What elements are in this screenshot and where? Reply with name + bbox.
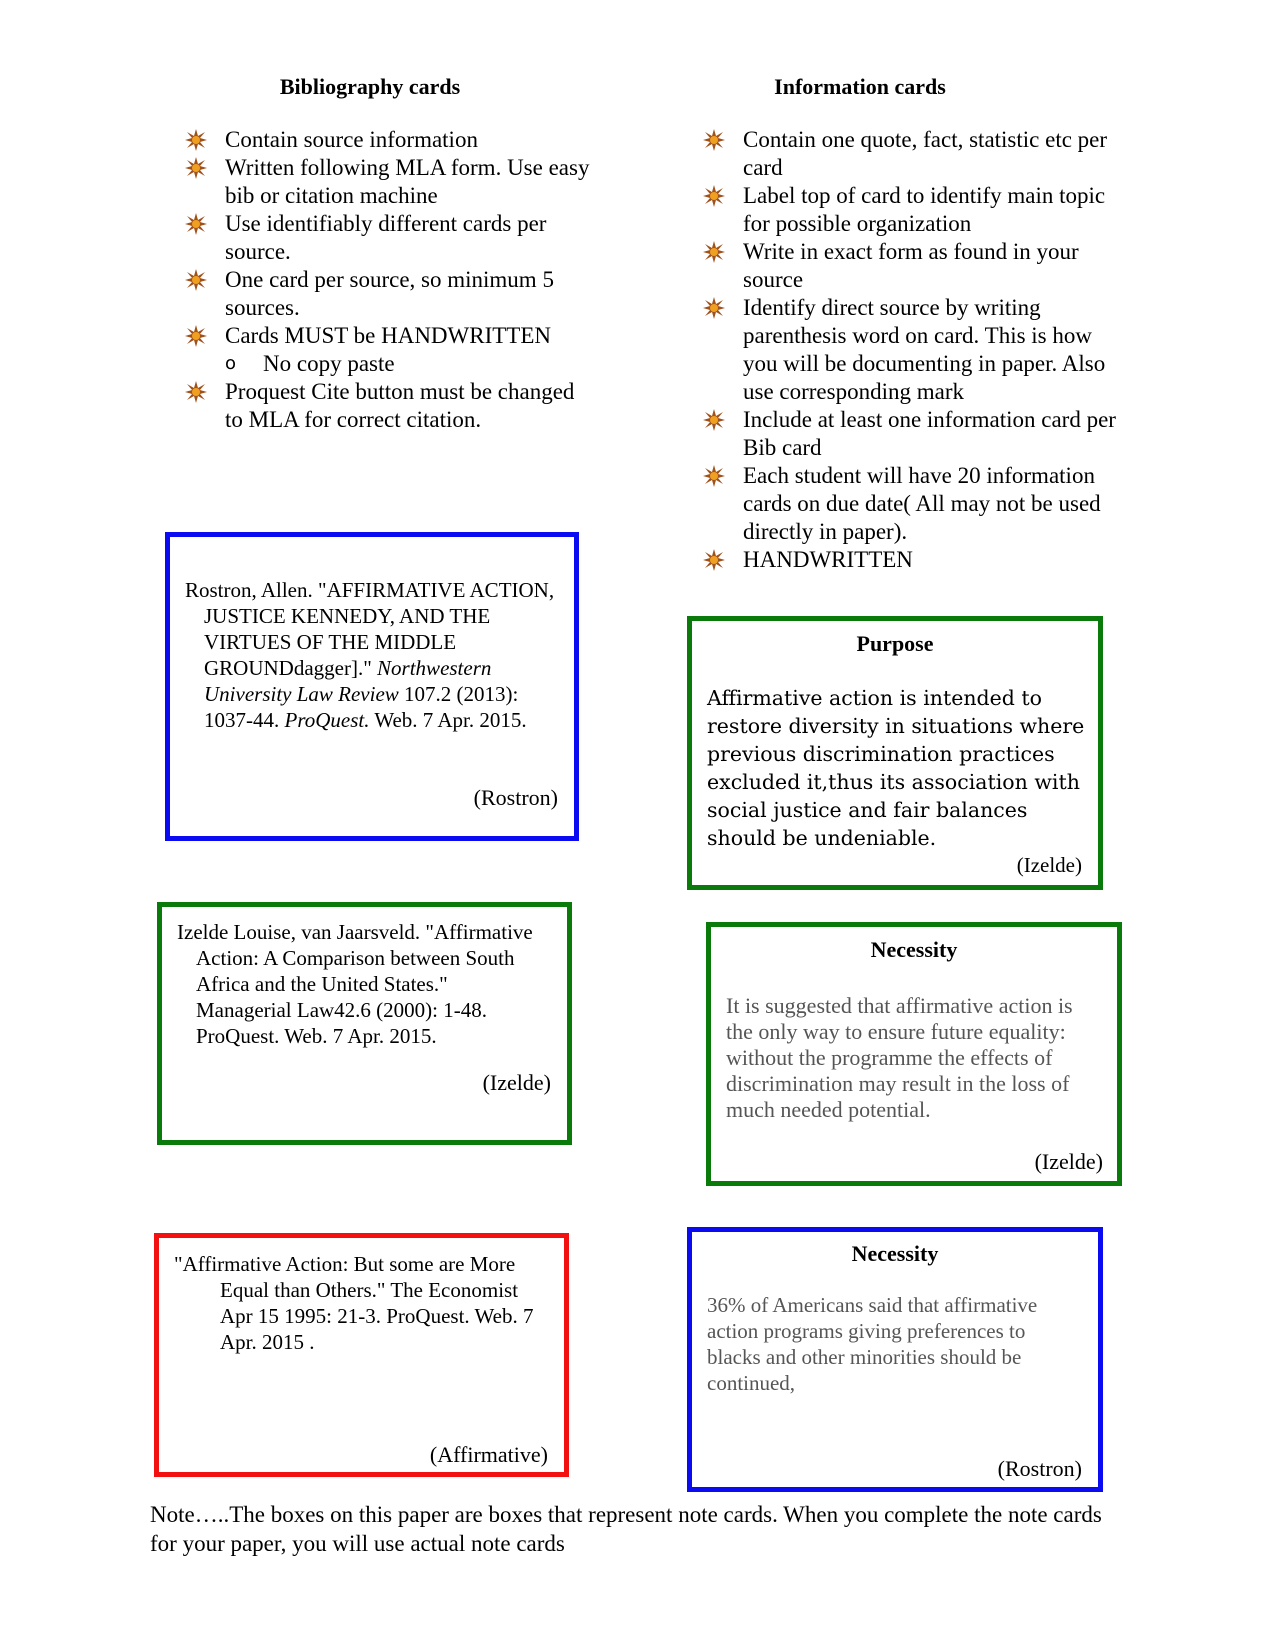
list-item: Use identifiably different cards per source. — [185, 210, 595, 266]
starburst-bullet-icon — [185, 381, 207, 403]
bib-card-affirmative — [154, 1233, 569, 1477]
card-topic-title: Purpose — [856, 631, 934, 656]
information-bullet-list — [703, 126, 1123, 574]
citation-text: Izelde Louise, van Jaarsveld. "Affirmative Action: A Comparison between South Africa and the United States." Managerial Law42.6 (2000): 1-48. ProQuest. Web. 7 Apr. 2015. — [177, 920, 533, 1048]
starburst-bullet-icon — [185, 325, 207, 347]
bib-card-rostron — [165, 532, 579, 841]
list-item: Contain one quote, fact, statistic etc per card — [703, 126, 1123, 182]
list-item: Proquest Cite button must be changed to MLA for correct citation. — [185, 378, 595, 434]
bibliography-heading: Bibliography cards — [279, 74, 461, 99]
source-tag: (Affirmative) — [429, 1442, 548, 1467]
info-card-purpose — [687, 616, 1103, 890]
starburst-bullet-icon — [703, 185, 725, 207]
source-tag: (Izelde) — [1034, 1149, 1103, 1174]
footer-note: Note…..The boxes on this paper are boxes that represent note cards. When you complete the note cards for your paper, you will use actual note cards — [150, 1502, 1102, 1556]
list-item: Write in exact form as found in your source — [703, 238, 1123, 294]
bib-card-izelde — [157, 902, 572, 1145]
card-topic-title: Necessity — [851, 1241, 939, 1266]
card-quote-text: Affirmative action is intended to restore diversity in situations where previous discrimination practices excluded it,thus its association with social justice and fair balances should be undeniable. — [707, 686, 1085, 850]
list-item: One card per source, so minimum 5 sources. — [185, 266, 595, 322]
starburst-bullet-icon — [185, 129, 207, 151]
list-item: HANDWRITTEN — [703, 546, 1123, 574]
information-heading: Information cards — [774, 74, 946, 99]
starburst-bullet-icon — [703, 465, 725, 487]
list-item: Contain source information — [185, 126, 595, 154]
circle-bullet-icon: o — [225, 353, 237, 374]
card-topic-title: Necessity — [870, 937, 958, 962]
starburst-bullet-icon — [703, 409, 725, 431]
list-item: Written following MLA form. Use easy bib or citation machine — [185, 154, 595, 210]
starburst-bullet-icon — [185, 269, 207, 291]
list-item: Include at least one information card per Bib card — [703, 406, 1123, 462]
list-item: Label top of card to identify main topic for possible organization — [703, 182, 1123, 238]
source-tag: (Rostron) — [473, 785, 558, 810]
bibliography-bullet-list — [185, 126, 595, 434]
starburst-bullet-icon — [703, 241, 725, 263]
starburst-bullet-icon — [185, 157, 207, 179]
starburst-bullet-icon — [703, 297, 725, 319]
list-item: Identify direct source by writing parenthesis word on card. This is how you will be documenting in paper. Also use corresponding mark — [703, 294, 1123, 406]
source-tag: (Rostron) — [997, 1456, 1082, 1481]
card-quote-text: It is suggested that affirmative action is the only way to ensure future equality: without the programme the effects of discrimination may result in the loss of much needed potential. — [726, 993, 1073, 1122]
source-tag: (Izelde) — [482, 1070, 551, 1095]
info-card-necessity-izelde — [706, 922, 1122, 1186]
sub-list-item: o No copy paste — [225, 351, 395, 376]
starburst-bullet-icon — [703, 129, 725, 151]
info-card-necessity-rostron — [687, 1227, 1103, 1492]
citation-text: Rostron, Allen. "AFFIRMATIVE ACTION, JUSTICE KENNEDY, AND THE VIRTUES OF THE MIDDLE GROUNDdagger]." Northwestern University Law Review 107.2 (2013): 1037-44. ProQuest. Web. 7 Apr. 2015. — [185, 578, 555, 732]
card-quote-text: 36% of Americans said that affirmative action programs giving preferences to blacks and other minorities should be continued, — [707, 1293, 1038, 1395]
list-item: Cards MUST be HANDWRITTEN — [185, 322, 595, 350]
starburst-bullet-icon — [185, 213, 207, 235]
citation-text: "Affirmative Action: But some are More Equal than Others." The Economist Apr 15 1995: 21-3. ProQuest. Web. 7 Apr. 2015 . — [174, 1252, 534, 1354]
starburst-bullet-icon — [703, 549, 725, 571]
list-item: Each student will have 20 information cards on due date( All may not be used directly in paper). — [703, 462, 1123, 546]
source-tag: (Izelde) — [1016, 853, 1082, 877]
